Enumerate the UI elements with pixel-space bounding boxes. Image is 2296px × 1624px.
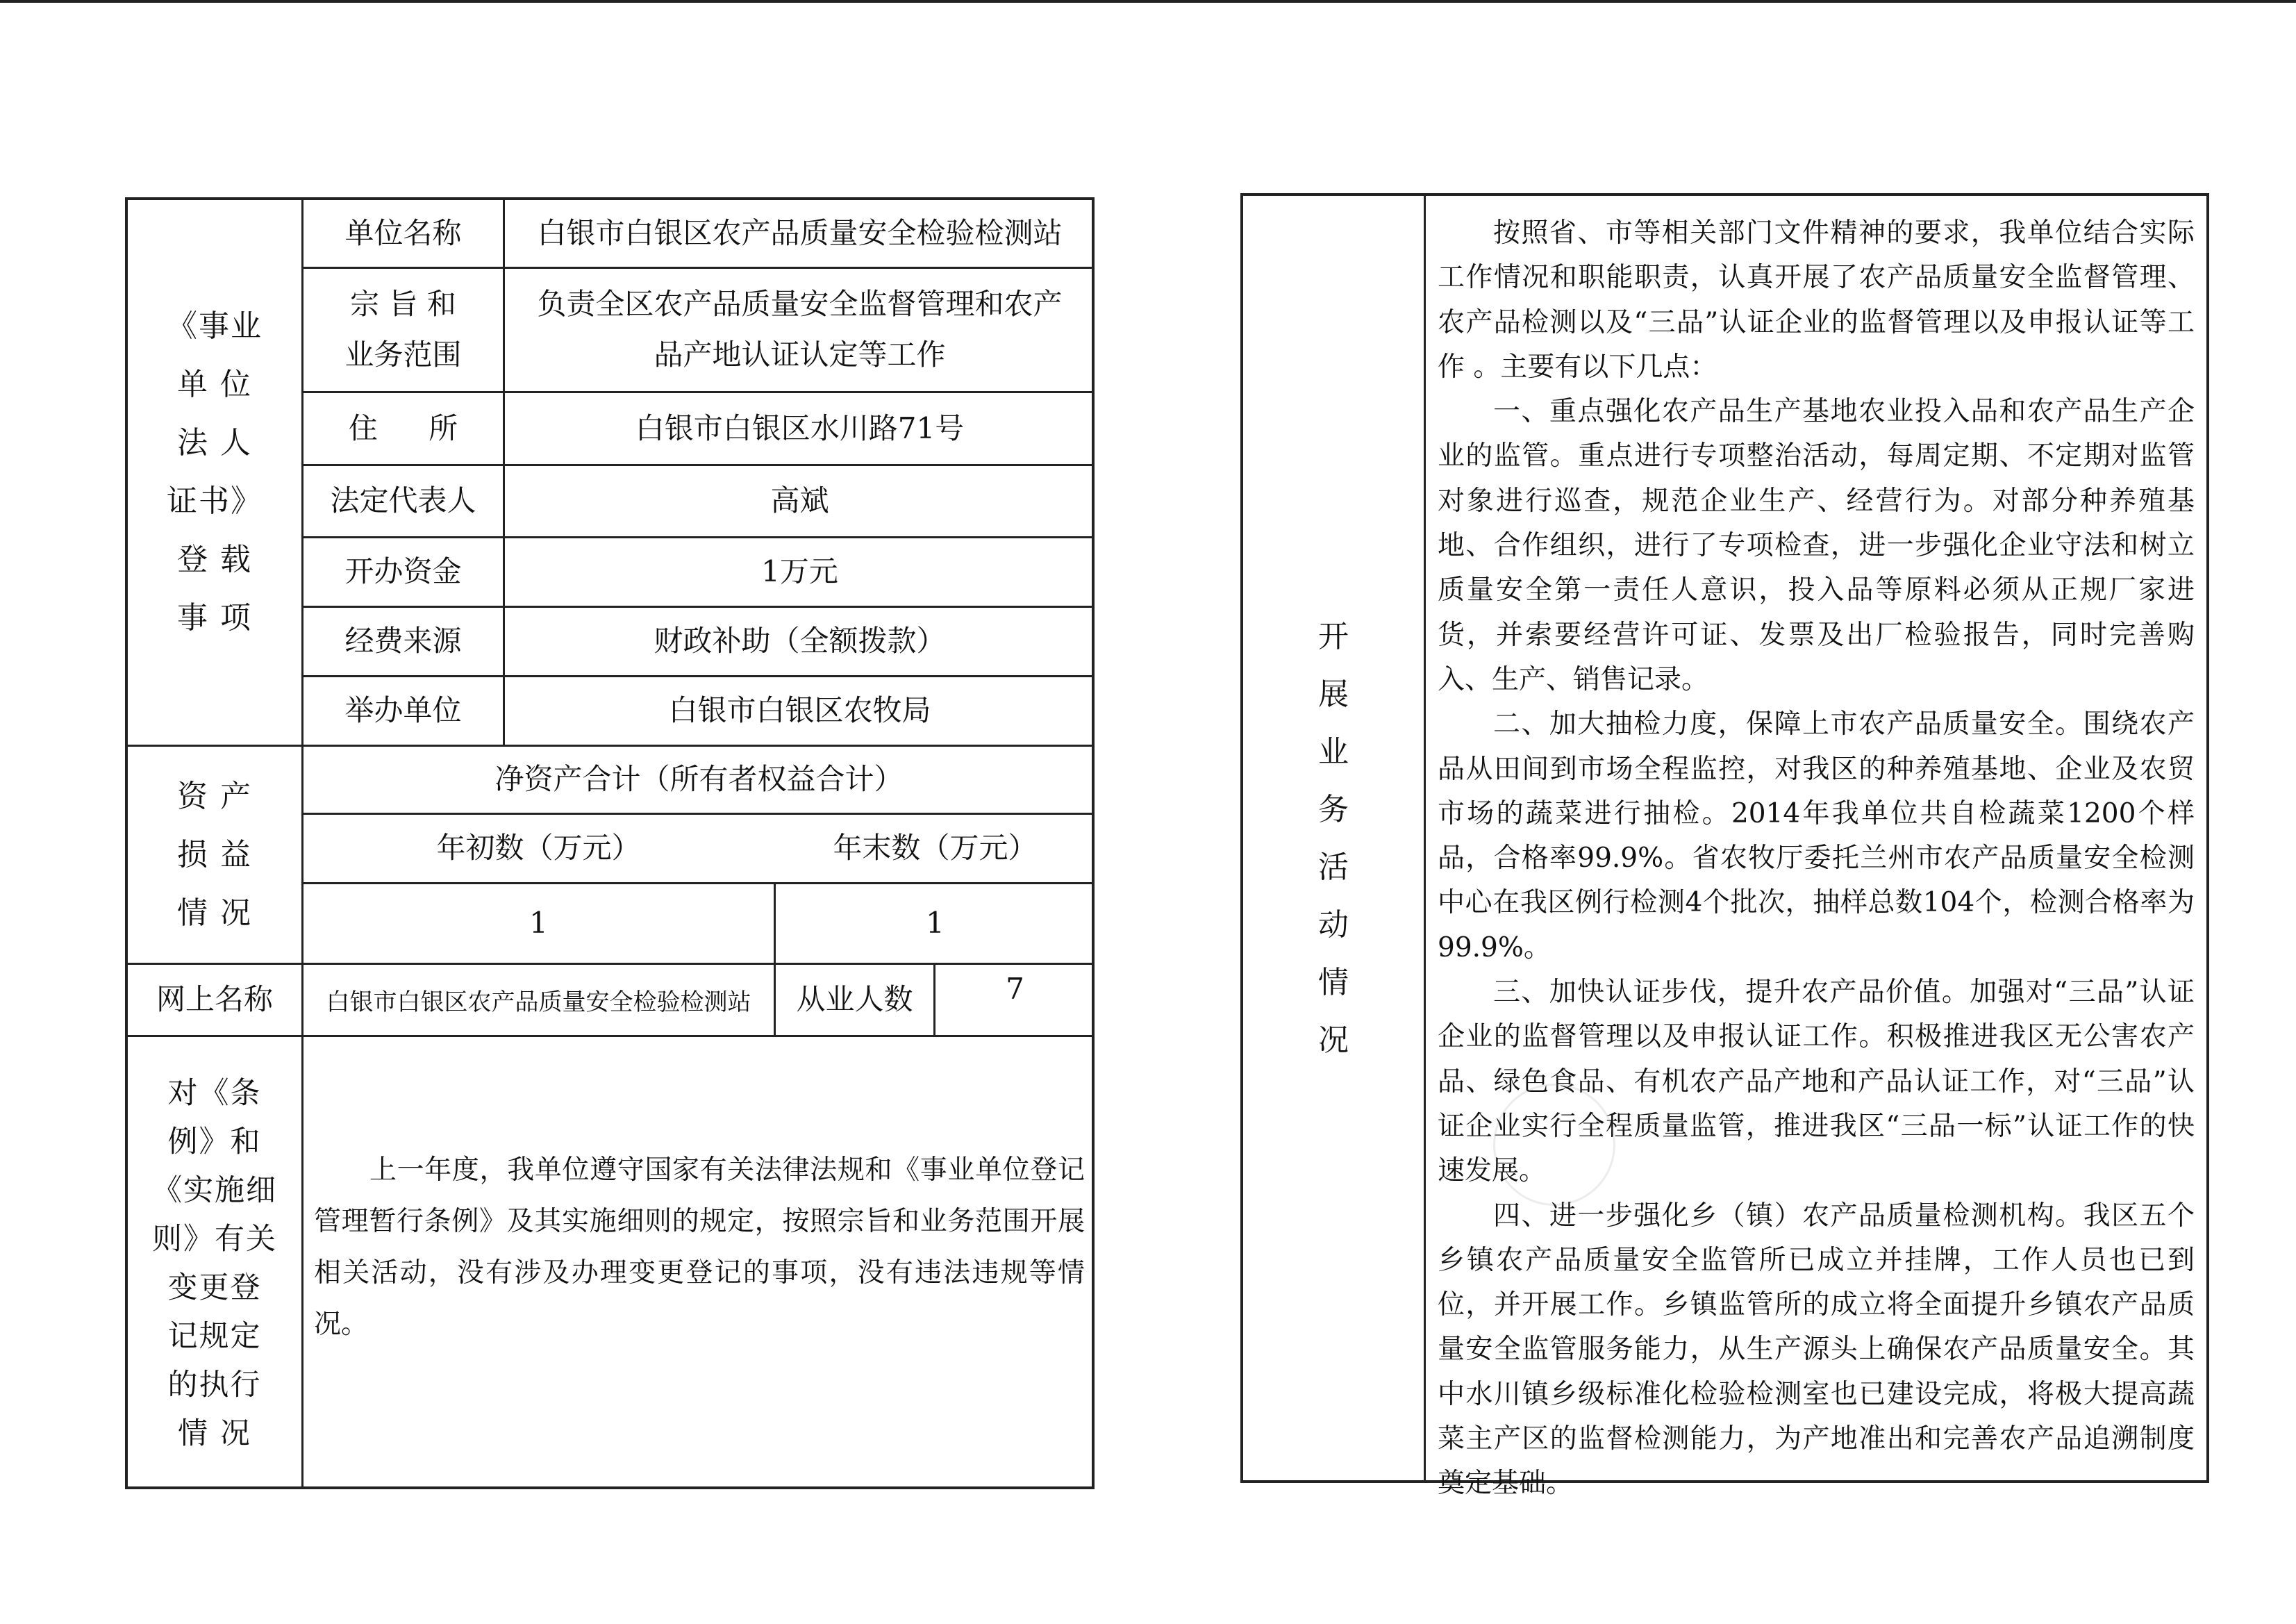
activities-paragraph: 二、加大抽检力度，保障上市农产品质量安全。围绕农产品从田间到市场全程监控，对我区的种养殖基地、企业及农贸市场的蔬菜进行抽检。2014年我单位共自检蔬菜1200个样品，合格率99.9%。省农牧厅委托兰州市农产品质量安全检测中心在我区例行检测4个批次，抽样总数104个，检测合格率为99.9%。 [1438,709,2195,963]
purpose-scope-label [303,269,503,391]
registration-table [125,197,1095,1489]
end-year-label: 年末数（万元） [833,831,1038,865]
registry-label-line: 证书》 [167,483,263,519]
sponsor-label: 举办单位 [344,693,462,728]
activities-label-char: 业 [1318,734,1349,770]
compliance-label-line: 《实施细 [152,1173,277,1208]
staff-count-label: 从业人数 [796,982,913,1017]
assets-section-label [128,747,301,963]
activities-paragraph: 四、进一步强化乡（镇）农产品质量检测机构。我区五个乡镇农产品质量安全监管所已成立并挂牌，工作人员也已到位，并开展工作。乡镇监管所的成立将全面提升乡镇农产品质量安全监管服务能力，从生产源头上确保农产品质量安全。其中水川镇乡级标准化检验检测室也已建设完成，将极大提高蔬菜主产区的监督检测能力，为产地准出和完善农产品追溯制度奠定基础。 [1438,1200,2195,1500]
legal-rep-value: 高斌 [770,483,829,518]
compliance-label-line: 记规定 [167,1318,262,1354]
activities-section-label [1243,196,1424,1480]
unit-name-label: 单位名称 [344,215,462,250]
compliance-text: 上一年度，我单位遵守国家有关法律法规和《事业单位登记管理暂行条例》及其实施细则的规定，按照宗旨和业务范围开展相关活动，没有涉及办理变更登记的事项，没有违法违规等情况。 [314,1154,1085,1340]
activities-label-char: 动 [1318,906,1349,943]
end-year-value: 1 [926,906,945,941]
registry-label-line: 登 载 [177,542,252,577]
scan-edge-line [0,0,2296,3]
funding-source-value: 财政补助（全额拨款） [654,624,946,658]
activities-label-char: 务 [1318,791,1349,827]
column-divider [1424,196,1426,1480]
faint-stamp-mark [1493,1084,1615,1206]
business-activities-table [1240,193,2209,1500]
funding-source-label: 经费来源 [344,624,462,658]
capital-value: 1万元 [761,554,838,589]
activities-paragraph: 三、加快认证步伐，提升农产品价值。加强对“三品”认证企业的监督管理以及申报认证工作。积极推进我区无公害农产品、绿色食品、有机农产品产地和产品认证工作，对“三品”认证企业实行全程质量监管，推进我区“三品一标”认证工作的快速发展。 [1438,977,2195,1187]
compliance-section-label [128,1037,301,1489]
assets-label-line: 资 产 [177,778,252,814]
compliance-label-line: 的执行 [167,1367,262,1402]
registry-label-line: 法 人 [177,425,252,461]
purpose-label-line: 业务范围 [344,338,462,372]
activities-paragraph: 一、重点强化农产品生产基地农业投入品和农产品生产企业的监管。重点进行专项整治活动，每周定期、不定期对监管对象进行巡查，规范企业生产、经营行为。对部分种养殖基地、合作组织，进行了专项检查，进一步强化企业守法和树立质量安全第一责任人意识，投入品等原料必须从正规厂家进货，并索要经营许可证、发票及出厂检验报告，同时完善购入、生产、销售记录。 [1438,396,2195,695]
capital-label: 开办资金 [344,554,462,589]
registry-section-label [128,200,301,745]
online-name-label: 网上名称 [156,982,273,1017]
activities-label-char: 活 [1318,849,1349,885]
sponsor-value: 白银市白银区农牧局 [668,693,931,728]
unit-name-value: 白银市白银区农产品质量安全检验检测站 [537,215,1063,250]
activities-label-char: 展 [1318,676,1349,712]
activities-paragraph: 按照省、市等相关部门文件精神的要求，我单位结合实际工作情况和职能职责，认真开展了农产品质量安全监督管理、农产品检测以及“三品”认证企业的监督管理以及申报认证等工作 。主要有以下几点： [1438,217,2195,383]
compliance-label-line: 情 况 [178,1416,251,1451]
purpose-scope-value [505,269,1095,391]
registry-label-line: 单 位 [177,367,252,402]
address-label: 住 所 [348,411,458,445]
begin-year-value: 1 [529,906,548,941]
activities-body [1438,211,2195,1507]
purpose-value-line: 负责全区农产品质量安全监督管理和农产 [537,287,1063,322]
activities-label-char: 情 [1318,964,1349,1000]
legal-rep-label: 法定代表人 [330,483,476,518]
compliance-label-line: 例》和 [167,1124,262,1159]
activities-label-char: 开 [1318,618,1349,654]
compliance-label-line: 变更登 [167,1270,262,1305]
purpose-value-line: 品产地认证认定等工作 [654,338,946,372]
compliance-label-line: 则》有关 [152,1221,277,1257]
begin-year-label: 年初数（万元） [436,831,641,865]
address-value: 白银市白银区水川路71号 [635,411,965,445]
purpose-label-line: 宗 旨 和 [350,287,456,322]
registry-label-line: 《事业 [167,308,263,344]
staff-count-value: 7 [1006,972,1024,1006]
registry-label-line: 事 项 [177,600,252,636]
assets-label-line: 情 况 [177,895,252,931]
online-name-value: 白银市白银区农产品质量安全检验检测站 [326,988,751,1016]
net-assets-header: 净资产合计（所有者权益合计） [494,762,904,797]
compliance-label-line: 对《条 [167,1075,262,1111]
assets-label-line: 损 益 [177,836,252,872]
activities-label-char: 况 [1318,1022,1349,1058]
